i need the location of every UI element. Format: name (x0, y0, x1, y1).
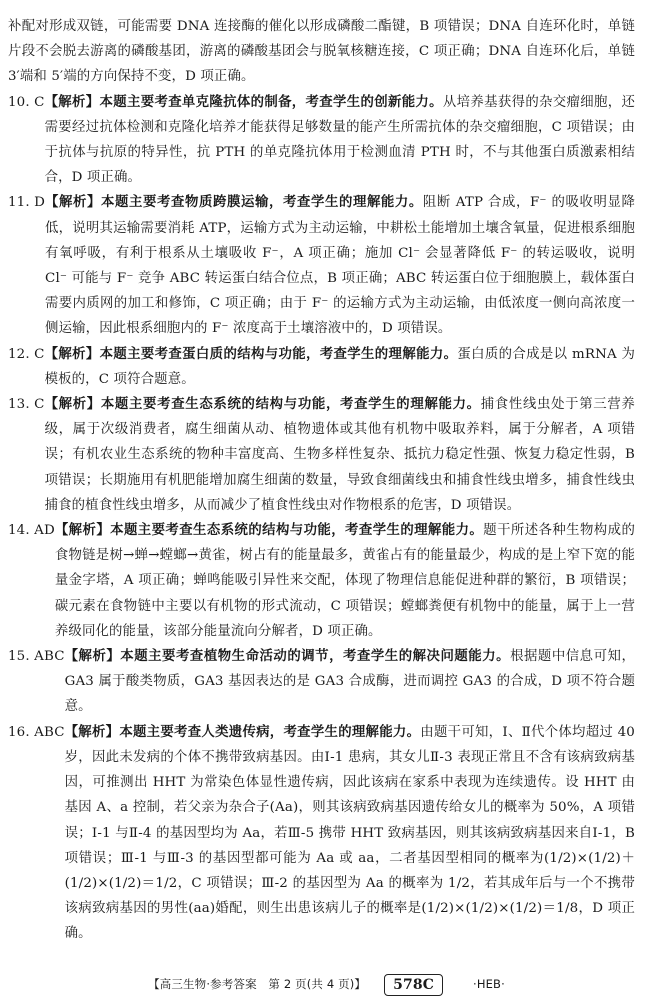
answer-body (65, 644, 635, 720)
answer-number: 16. ABC (8, 724, 65, 740)
analysis-text: 蛋白质的合成是以 mRNA 为模板的，C 项符合题意。 (44, 346, 635, 387)
analysis-text: 由题干可知，Ⅰ、Ⅱ代个体均超过 40 岁，因此未发病的个体不携带致病基因。由Ⅰ-1 患病，其女儿Ⅱ-3 表现正常且不含有该病致病基因，可推测出 HHT 为常染色体显性遗传病，因此该病在家系中表现为连续遗传。设 HHT 由基因 A、a 控制，若父亲为杂合子(Aa)，则其该病致病基因遗传给女儿的概率为 50%，A 项错误；Ⅰ-1 与Ⅱ-4 的基因型均为 Aa，若Ⅲ-5 携带 HHT 致病基因，则其该病致病基因来自Ⅰ-1，B 项错误；Ⅲ-1 与Ⅲ-3 的基因型都可能为 Aa 或 aa，二者基因型相同的概率为(1/2)×(1/2)＋(1/2)×(1/2)＝1/2，C 项错误；Ⅲ-2 的基因型为 Aa 的概率为 1/2，若其成年后与一个不携带该病致病基因的男性(aa)婚配，则生出患该病儿子的概率是(1/2)×(1/2)×(1/2)＝1/8，D 项正确。 (64, 724, 635, 942)
analysis-tag: 【解析】 (64, 723, 120, 740)
analysis-text: 根据题中信息可知，GA3 属于酸类物质，GA3 基因表达的是 GA3 合成酶，进而调控 GA3 的合成，D 项不符合题意。 (64, 649, 635, 715)
answer-body (55, 518, 635, 644)
analysis-text: 从培养基获得的杂交瘤细胞，还需要经过抗体检测和克隆化培养才能获得足够数量的能产生所需抗体的杂交瘤细胞，C 项错误；由于抗体与抗原的特异性，抗 PTH 的单克隆抗体用于检测血清 PTH 时，不与其他蛋白质激素相结合，D 项正确。 (44, 94, 636, 186)
answer-body (45, 90, 635, 191)
answer-body (45, 392, 635, 518)
answer-item-14 (8, 518, 635, 644)
answer-number: 11. D (8, 195, 46, 211)
page-footer (0, 972, 653, 997)
analysis-lead: 本题主要考查植物生命活动的调节，考查学生的解决问题能力。 (120, 648, 511, 665)
analysis-text: 捕食性线虫处于第三营养级，属于次级消费者，腐生细菌从动、植物遗体或其他有机物中吸取养料，属于分解者，A 项错误；有机农业生态系统的物种丰富度高、生物多样性复杂、抵抗力稳定性强、恢复力稳定性弱，B 项错误；长期施用有机肥能增加腐生细菌的数量，导致食细菌线虫和捕食性线虫增多，捕食性线虫捕食的植食性线虫增多，从而减少了植食性线虫对作物根系的危害，D 项错误。 (44, 397, 635, 513)
answer-number: 10. C (8, 94, 45, 110)
analysis-tag: 【解析】 (54, 522, 111, 539)
answer-body (45, 190, 635, 341)
analysis-tag: 【解析】 (44, 345, 100, 362)
footer-title: 【高三生物·参考答案 第 2 页(共 4 页)】 (148, 977, 367, 991)
answer-number: 15. ABC (8, 649, 65, 665)
answer-item-13 (8, 392, 635, 518)
analysis-lead: 本题主要考查生态系统的结构与功能，考查学生的理解能力。 (110, 522, 484, 539)
answer-item-11 (8, 190, 635, 341)
answer-number: 14. AD (8, 523, 55, 539)
analysis-text: 题干所述各种生物构成的食物链是树→蝉→螳螂→黄雀，树占有的能量最多，黄雀占有的能量最少，构成的是上窄下宽的能量金字塔，A 项正确；蝉鸣能吸引异性来交配，体现了物理信息能促进种群的繁衍，B 项错误；碳元素在食物链中主要以有机物的形式流动，C 项错误；螳螂粪便有机物中的能量，属于上一营养级同化的能量，该部分能量流向分解者，D 项正确。 (54, 523, 635, 639)
answer-item-15 (8, 644, 635, 720)
analysis-lead: 本题主要考查人类遗传病，考查学生的理解能力。 (119, 723, 421, 740)
answer-number: 13. C (8, 397, 45, 413)
analysis-tag: 【解析】 (45, 194, 102, 211)
answer-body (65, 720, 635, 947)
answer-item-10 (8, 90, 635, 191)
paper-code-badge: 578C (384, 974, 443, 996)
analysis-text: 阻断 ATP 合成，F⁻ 的吸收明显降低，说明其运输需要消耗 ATP，运输方式为主动运输，中耕松土能增加土壤含氧量，促进根系细胞有氧呼吸，有利于根系从土壤吸收 F⁻，A 项正确；施加 Cl⁻ 会显著降低 F⁻ 的转运吸收，说明 Cl⁻ 可能与 F⁻ 竞争 ABC 转运蛋白结合位点，B 项正确；ABC 转运蛋白位于细胞膜上，载体蛋白需要内质网的加工和修饰，C 项正确；由于 F⁻ 的运输方式为主动运输，由低浓度一侧向高浓度一侧运输，因此根系细胞内的 F⁻ 浓度高于土壤溶液中的，D 项错误。 (45, 195, 635, 337)
analysis-lead: 本题主要考查物质跨膜运输，考查学生的理解能力。 (101, 194, 423, 211)
analysis-tag: 【解析】 (64, 648, 121, 665)
region-code: ·HEB· (473, 977, 505, 991)
analysis-tag: 【解析】 (44, 396, 101, 413)
analysis-lead: 本题主要考查蛋白质的结构与功能，考查学生的理解能力。 (99, 345, 458, 362)
analysis-tag: 【解析】 (44, 93, 100, 110)
analysis-lead: 本题主要考查生态系统的结构与功能，考查学生的理解能力。 (100, 396, 481, 413)
answer-item-16 (8, 720, 635, 947)
analysis-lead: 本题主要考查单克隆抗体的制备，考查学生的创新能力。 (99, 93, 443, 110)
answer-number: 12. C (8, 346, 45, 362)
continued-paragraph: 补配对形成双链，可能需要 DNA 连接酶的催化以形成磷酸二酯键，B 项错误；DNA 自连环化时，单链片段不会脱去游离的磷酸基团，游离的磷酸基团会与脱氧核糖连接，C 项正确；DNA 自连环化后，单链 3′端和 5′端的方向保持不变，D 项正确。 (8, 19, 635, 85)
answer-item-12 (8, 342, 635, 392)
answer-body (45, 342, 635, 392)
